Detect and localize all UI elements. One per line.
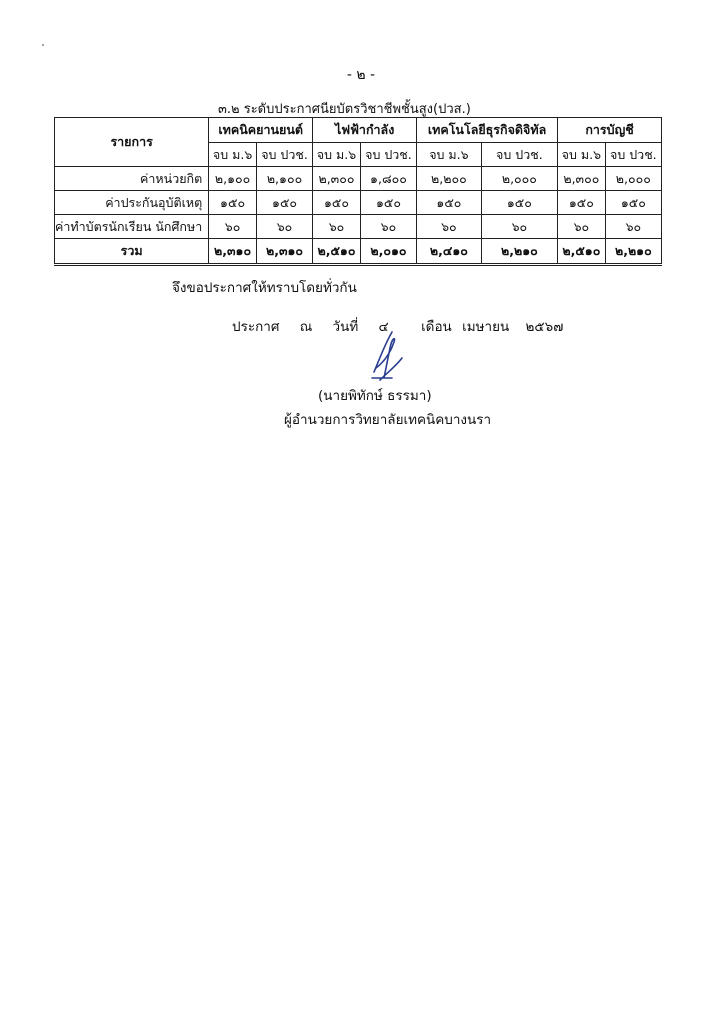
- table-cell: ๖๐: [481, 215, 557, 239]
- signer-position: ผู้อำนวยการวิทยาลัยเทคนิคบางนรา: [284, 412, 492, 428]
- table-header-row: [55, 118, 662, 143]
- day-value: ๔: [378, 319, 389, 335]
- table-row: [55, 167, 662, 191]
- row-label: ค่าทำบัตรนักเรียน นักศึกษา: [55, 215, 209, 239]
- table-cell: ๑๕๐: [209, 191, 257, 215]
- subheader-cell: จบ ปวช.: [360, 143, 416, 167]
- subheader-cell: จบ ม.๖: [558, 143, 606, 167]
- subheader-cell: จบ ปวช.: [256, 143, 312, 167]
- section-title: ๓.๒ ระดับประกาศนียบัตรวิชาชีพชั้นสูง(ปวส.): [218, 102, 471, 117]
- table-cell: ๒,๑๐๐: [209, 167, 257, 191]
- table-cell: ๒,๓๐๐: [558, 167, 606, 191]
- table-cell: ๑๕๐: [313, 191, 361, 215]
- subheader-cell: จบ ม.๖: [209, 143, 257, 167]
- day-label: วันที่: [332, 319, 359, 335]
- subheader-cell: จบ ปวช.: [605, 143, 661, 167]
- table-cell: ๖๐: [209, 215, 257, 239]
- total-cell: ๒,๐๑๐: [360, 239, 416, 265]
- row-label: ค่าหน่วยกิต: [55, 167, 209, 191]
- closing-statement: จึงขอประกาศให้ทราบโดยทั่วกัน: [172, 280, 357, 296]
- table-cell: ๖๐: [605, 215, 661, 239]
- signer-name: (นายพิทักษ์ ธรรมา): [318, 388, 432, 404]
- table-cell: ๖๐: [256, 215, 312, 239]
- group-header-electric-power: ไฟฟ้ากำลัง: [313, 118, 417, 143]
- row-label: ค่าประกันอุบัติเหตุ: [55, 191, 209, 215]
- row-header: รายการ: [55, 118, 209, 167]
- total-cell: ๒,๒๑๐: [605, 239, 661, 265]
- table-cell: ๒,๑๐๐: [256, 167, 312, 191]
- signature-mark: [362, 328, 418, 384]
- table-cell: ๑๕๐: [360, 191, 416, 215]
- table-cell: ๑๕๐: [558, 191, 606, 215]
- page-number: - ๒ -: [346, 67, 376, 83]
- table-cell: ๖๐: [313, 215, 361, 239]
- at-word: ณ: [299, 319, 313, 335]
- table-cell: ๑,๘๐๐: [360, 167, 416, 191]
- total-cell: ๒,๓๑๐: [256, 239, 312, 265]
- total-cell: ๒,๕๑๐: [313, 239, 361, 265]
- group-header-accounting: การบัญชี: [558, 118, 662, 143]
- total-cell: ๒,๕๑๐: [558, 239, 606, 265]
- table-row: [55, 215, 662, 239]
- fee-table: [54, 117, 662, 266]
- table-cell: ๒,๓๐๐: [313, 167, 361, 191]
- announced-word: ประกาศ: [232, 319, 280, 335]
- table-cell: ๒,๐๐๐: [605, 167, 661, 191]
- month-label: เดือน: [421, 319, 452, 335]
- total-cell: ๒,๓๑๐: [209, 239, 257, 265]
- table-cell: ๖๐: [360, 215, 416, 239]
- group-header-digital-business: เทคโนโลยีธุรกิจดิจิทัล: [417, 118, 558, 143]
- subheader-cell: จบ ม.๖: [313, 143, 361, 167]
- total-cell: ๒,๒๑๐: [481, 239, 557, 265]
- table-total-row: [55, 239, 662, 265]
- month-value: เมษายน: [462, 319, 510, 335]
- table-cell: ๖๐: [417, 215, 482, 239]
- total-label: รวม: [55, 239, 209, 265]
- table-cell: ๒,๒๐๐: [417, 167, 482, 191]
- table-row: [55, 191, 662, 215]
- subheader-cell: จบ ปวช.: [481, 143, 557, 167]
- table-cell: ๑๕๐: [256, 191, 312, 215]
- year-value: ๒๕๖๗: [525, 319, 564, 335]
- subheader-cell: จบ ม.๖: [417, 143, 482, 167]
- table-cell: ๖๐: [558, 215, 606, 239]
- table-cell: ๒,๐๐๐: [481, 167, 557, 191]
- table-cell: ๑๕๐: [417, 191, 482, 215]
- table-cell: ๑๕๐: [605, 191, 661, 215]
- scan-speck-mark: [40, 42, 46, 48]
- group-header-automotive: เทคนิคยานยนต์: [209, 118, 313, 143]
- total-cell: ๒,๔๑๐: [417, 239, 482, 265]
- table-cell: ๑๕๐: [481, 191, 557, 215]
